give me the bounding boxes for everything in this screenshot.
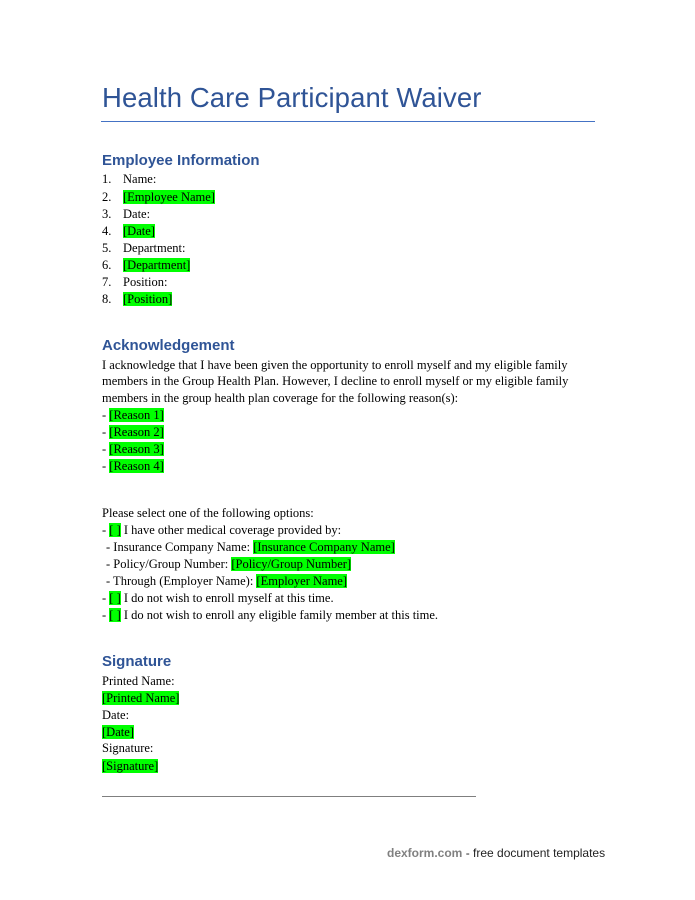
employee-item-1 (102, 171, 156, 188)
department-field[interactable]: [Department] (123, 257, 191, 272)
bullet: - (102, 523, 107, 537)
printed-name-row (102, 690, 179, 707)
insurance-company-field[interactable]: [Insurance Company Name] (253, 540, 395, 554)
signature-row (102, 758, 158, 775)
employee-item-2 (102, 189, 215, 206)
item-label: Name: (123, 172, 157, 186)
item-label: Date: (123, 206, 151, 221)
signature-heading: Signature (102, 653, 172, 670)
printed-name-field[interactable]: [Printed Name] (102, 690, 180, 705)
sub-label: - Through (Employer Name): (106, 573, 254, 588)
signature-label: Signature: (102, 741, 154, 755)
decline-self-checkbox[interactable]: [ ] (109, 590, 121, 605)
options-intro: Please select one of the following options: (102, 506, 314, 520)
document-title: Health Care Participant Waiver (102, 82, 482, 113)
item-label: Department: (123, 240, 186, 255)
reason-item-2 (102, 424, 164, 441)
reason-field-2[interactable]: [Reason 2] (109, 425, 164, 439)
reason-field-3[interactable]: [Reason 3] (109, 441, 164, 456)
decline-family-checkbox[interactable]: [ ] (109, 607, 121, 622)
employee-item-7 (102, 274, 167, 291)
title-divider (101, 121, 595, 122)
employee-item-6 (102, 257, 190, 274)
option-other-coverage (102, 522, 341, 539)
option-label: I do not wish to enroll myself at this time. (123, 590, 334, 605)
employee-info-heading: Employee Information (102, 152, 260, 169)
bullet: - (102, 425, 107, 439)
signature-date-label: Date: (102, 707, 130, 722)
item-number: 7. (102, 274, 112, 289)
footer-text: - free document templates (462, 846, 606, 860)
option-decline-family (102, 607, 438, 624)
employer-name-row (106, 573, 347, 590)
bullet: - (102, 590, 107, 605)
sub-label: - Insurance Company Name: (106, 540, 251, 554)
item-number: 5. (102, 240, 112, 255)
printed-name-label: Printed Name: (102, 673, 175, 688)
insurance-company-row (106, 539, 395, 556)
reason-item-3 (102, 441, 164, 458)
item-number: 8. (102, 291, 112, 306)
sub-label: - Policy/Group Number: (106, 556, 229, 571)
option-label: I have other medical coverage provided by: (123, 523, 342, 537)
employee-name-field[interactable]: [Employee Name] (123, 189, 215, 204)
reason-item-1 (102, 407, 164, 424)
reason-item-4 (102, 458, 164, 475)
other-coverage-checkbox[interactable]: [ ] (109, 523, 121, 537)
employee-item-3 (102, 206, 150, 223)
position-field[interactable]: [Position] (123, 291, 173, 306)
signature-line (102, 796, 476, 797)
policy-number-row (106, 556, 351, 573)
signature-date-row (102, 724, 134, 741)
acknowledgement-paragraph: I acknowledge that I have been given the opportunity to enroll myself and my eligible family members in the Group Health Plan. However, I decline to enroll myself or my eligible family members in the group health plan coverage for the following reason(s): (102, 357, 569, 406)
bullet: - (102, 408, 107, 422)
item-number: 2. (102, 189, 112, 204)
employee-item-4 (102, 223, 155, 240)
option-decline-self (102, 590, 334, 607)
employee-item-8 (102, 291, 172, 308)
item-number: 1. (102, 172, 112, 186)
signature-date-field[interactable]: [Date] (102, 724, 134, 739)
footer-brand-link[interactable]: dexform.com (387, 846, 463, 860)
option-label: I do not wish to enroll any eligible family member at this time. (123, 607, 439, 622)
item-number: 4. (102, 223, 112, 238)
bullet: - (102, 458, 107, 473)
policy-number-field[interactable]: [Policy/Group Number] (231, 556, 352, 571)
reason-field-1[interactable]: [Reason 1] (109, 408, 164, 422)
footer (387, 846, 605, 860)
item-number: 6. (102, 257, 112, 272)
reason-field-4[interactable]: [Reason 4] (109, 458, 164, 473)
bullet: - (102, 607, 107, 622)
bullet: - (102, 441, 107, 456)
item-label: Position: (123, 274, 168, 289)
date-field[interactable]: [Date] (123, 223, 155, 238)
employer-name-field[interactable]: [Employer Name] (256, 573, 348, 588)
signature-field[interactable]: [Signature] (102, 758, 159, 773)
employee-item-5 (102, 240, 185, 257)
acknowledgement-heading: Acknowledgement (102, 337, 235, 354)
item-number: 3. (102, 206, 112, 221)
